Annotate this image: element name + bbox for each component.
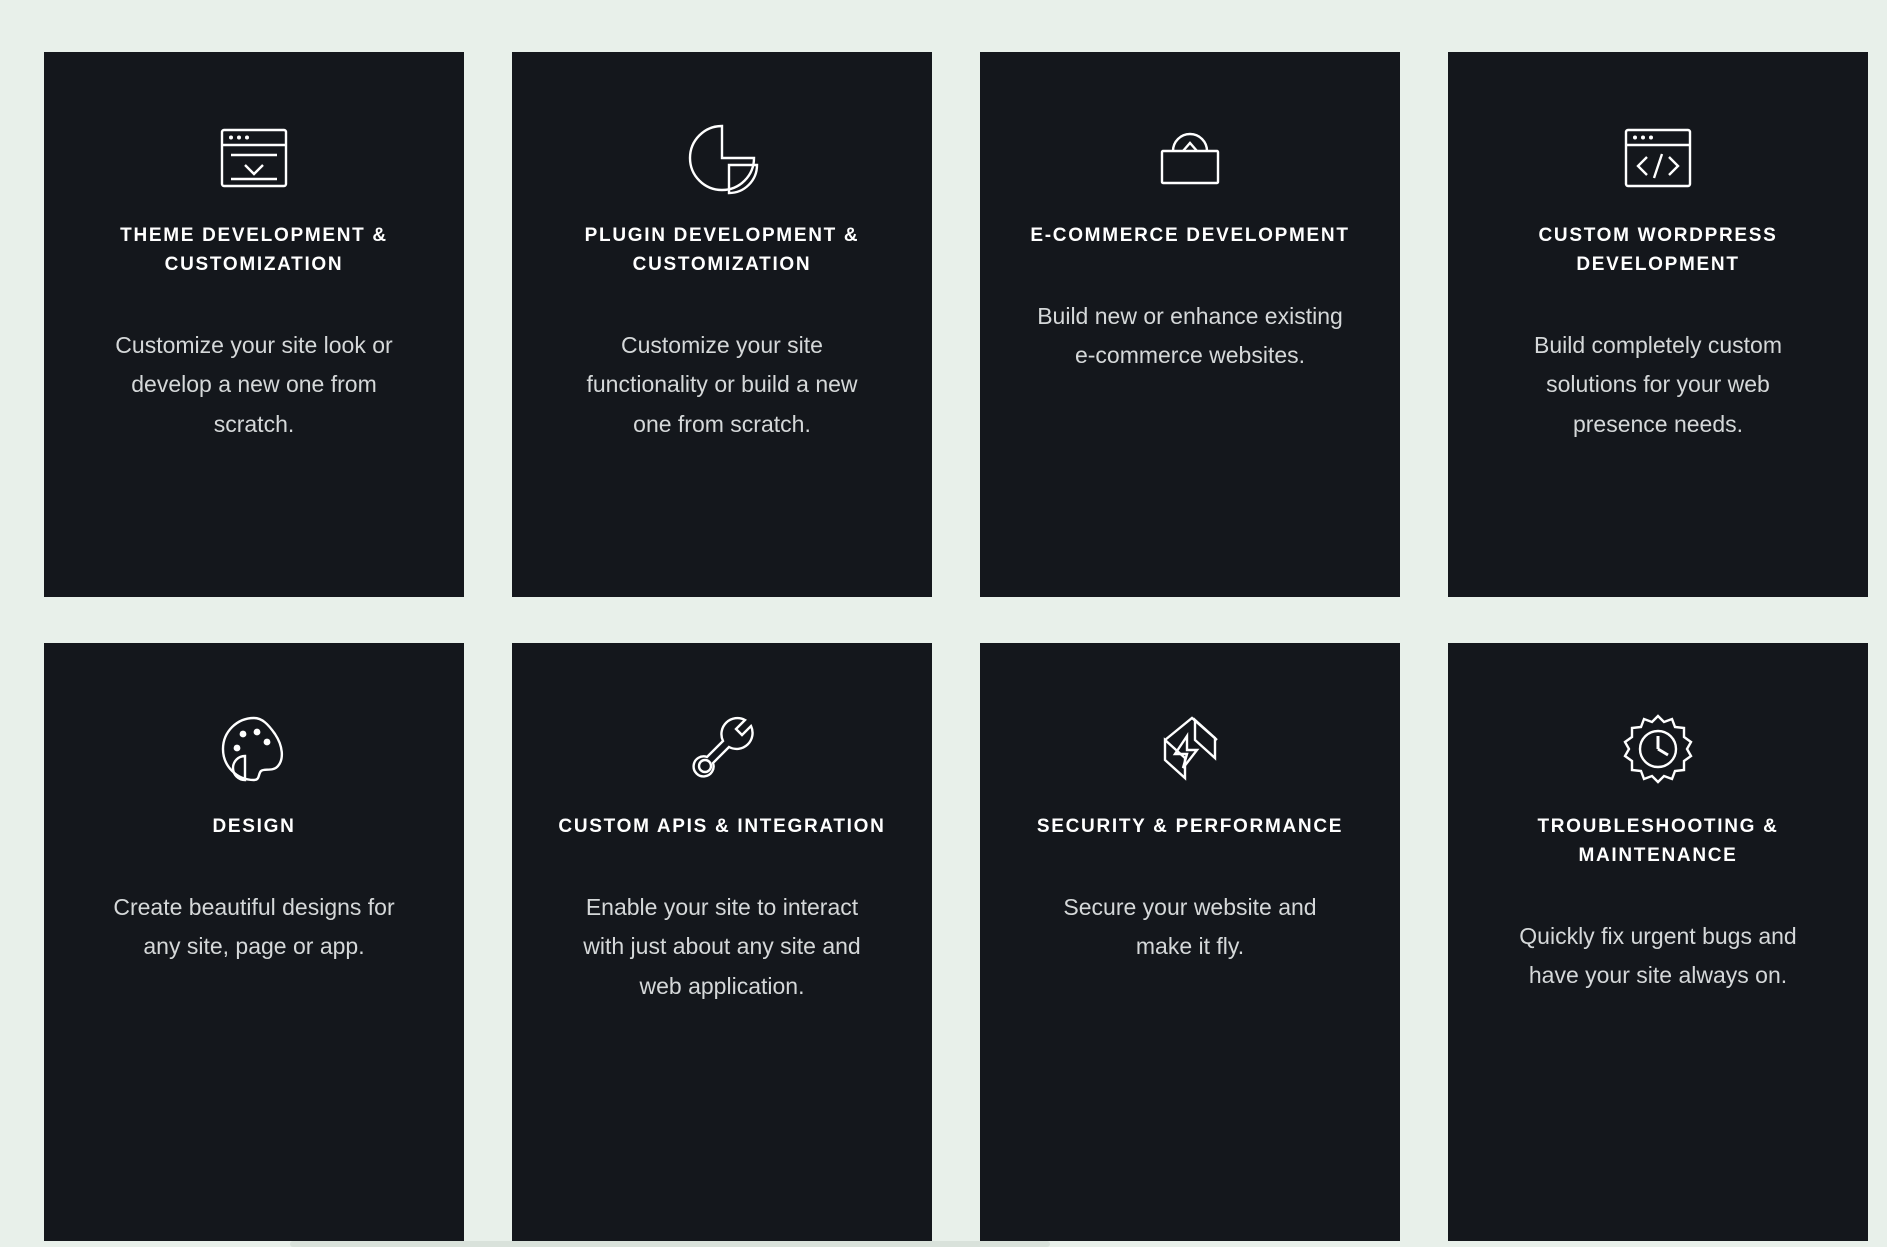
service-card-description: Build completely custom solutions for your web presence needs.: [1534, 331, 1782, 437]
gear-clock-icon: [1615, 699, 1701, 799]
service-card-title: CUSTOM APIS & INTEGRATION: [558, 816, 886, 837]
service-card-description: Customize your site functionality or build a new one from scratch.: [586, 331, 858, 437]
service-card-title: SECURITY & PERFORMANCE: [1036, 816, 1344, 837]
service-card[interactable]: [512, 643, 932, 1241]
service-card-title: CUSTOM WORDPRESS DEVELOPMENT: [1538, 225, 1778, 275]
paint-palette-icon: [211, 699, 297, 799]
service-card[interactable]: [44, 52, 464, 597]
service-card[interactable]: [44, 643, 464, 1241]
service-card-description: Customize your site look or develop a new one from scratch.: [115, 331, 393, 437]
shopping-basket-icon: [1147, 108, 1233, 208]
shield-lightning-icon: [1147, 699, 1233, 799]
horizontal-scrollbar[interactable]: [290, 1241, 1050, 1247]
service-card-title: THEME DEVELOPMENT & CUSTOMIZATION: [120, 225, 388, 275]
service-card-description: Create beautiful designs for any site, page or app.: [113, 893, 395, 960]
service-card-description: Enable your site to interact with just about any site and web application.: [583, 893, 861, 999]
wrench-icon: [679, 699, 765, 799]
service-card-description: Build new or enhance existing e-commerce websites.: [1037, 302, 1343, 369]
service-card-title: DESIGN: [212, 816, 296, 837]
service-card-title: PLUGIN DEVELOPMENT & CUSTOMIZATION: [584, 225, 860, 275]
service-card-title: E-COMMERCE DEVELOPMENT: [1030, 225, 1350, 246]
service-card[interactable]: [1448, 643, 1868, 1241]
pie-chart-icon: [679, 108, 765, 208]
service-card[interactable]: [980, 643, 1400, 1241]
service-card-description: Secure your website and make it fly.: [1063, 893, 1317, 960]
code-window-icon: [1615, 108, 1701, 208]
service-card-title: TROUBLESHOOTING & MAINTENANCE: [1537, 816, 1779, 866]
service-card[interactable]: [1448, 52, 1868, 597]
browser-window-chevron-icon: [211, 108, 297, 208]
service-card[interactable]: [980, 52, 1400, 597]
service-card-description: Quickly fix urgent bugs and have your site always on.: [1519, 922, 1797, 989]
service-card[interactable]: [512, 52, 932, 597]
